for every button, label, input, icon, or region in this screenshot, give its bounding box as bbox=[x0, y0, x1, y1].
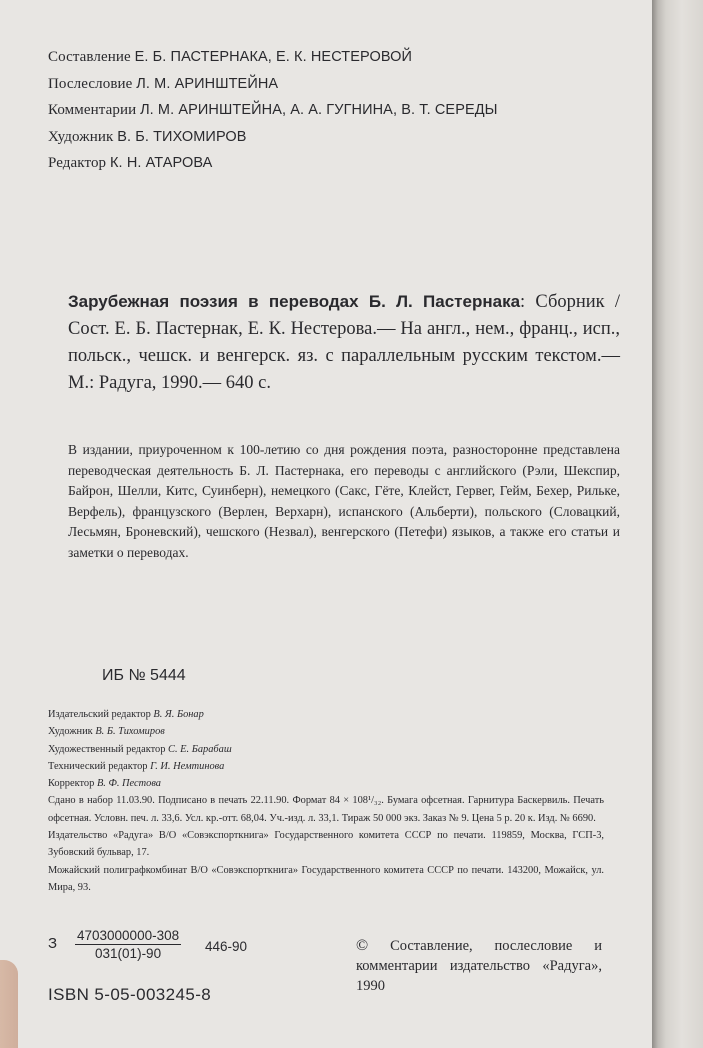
staff-name: В. Я. Бонар bbox=[153, 709, 204, 720]
credit-line bbox=[48, 71, 498, 98]
credit-name: Л. М. АРИНШТЕЙНА bbox=[136, 75, 279, 92]
publisher-address: Издательство «Радуга» В/О «Совэкспорткнига» Государственного комитета СССР по печати. 119859, Москва, ГСП-3, Зубовский бульвар, 17. bbox=[48, 830, 604, 859]
production-details: Сдано в набор 11.03.90. Подписано в печать 22.11.90. Формат 84 × 108¹/₃₂. Бумага офсетная. Гарнитура Баскервиль. Печать офсетная. Условн. печ. л. 33,6. Усл. кр.-отт. 68,04. Уч.-изд. л. 33,1. Тираж 50 000 экз. Заказ № 9. Цена 5 р. 20 к. Изд. № 6690. bbox=[48, 795, 604, 824]
imprint-staff-row bbox=[48, 723, 604, 740]
isbn: ISBN 5-05-003245-8 bbox=[48, 985, 212, 1004]
imprint-staff-row bbox=[48, 758, 604, 775]
imprint-staff-row bbox=[48, 775, 604, 792]
copyright-icon: © bbox=[356, 937, 369, 954]
printer-address: Можайский полиграфкомбинат В/О «Совэкспорткнига» Государственного комитета СССР по печати. 143200, Можайск, ул. Мира, 93. bbox=[48, 864, 604, 893]
book-title: Зарубежная поэзия в переводах Б. Л. Пастернака bbox=[68, 292, 521, 311]
credit-name: Л. М. АРИНШТЕЙНА, А. А. ГУГНИНА, В. Т. СЕРЕДЫ bbox=[140, 102, 498, 118]
staff-role: Корректор bbox=[48, 778, 95, 790]
staff-name: С. Е. Барабаш bbox=[168, 743, 232, 755]
imprint-staff-row bbox=[48, 706, 604, 723]
staff-name: В. Б. Тихомиров bbox=[95, 726, 165, 738]
staff-role: Технический редактор bbox=[48, 760, 148, 772]
next-page-edge bbox=[652, 0, 703, 1048]
credit-role: Послесловие bbox=[48, 75, 133, 92]
credit-line bbox=[48, 124, 498, 151]
bibliographic-body: : Сборник / Сост. Е. Б. Пастернак, Е. К. Нестерова.— На англ., нем., франц., исп., польск., чешск. и венгерск. яз. с параллельным русским текстом.— М.: Радуга, 1990.— 640 с. bbox=[68, 292, 620, 393]
annotation: В издании, приуроченном к 100-летию со дня рождения поэта, разносторонне представлена переводческая деятельность Б. Л. Пастернака, его переводы с английского (Рэли, Шекспир, Байрон, Шелли, Китс, Суинберн), немецкого (Сакс, Гёте, Клейст, Гервег, Гейм, Бехер, Рильке, Верфель), французского (Верлен, Верхарн), испанского (Альберти), польского (Словацкий, Лесьмян, Броневский), чешского (Незвал), венгерского (Петефи) языков, а также его статьи и заметки о переводах. bbox=[68, 442, 620, 560]
bibliographic-description bbox=[68, 288, 620, 397]
staff-role: Издательский редактор bbox=[48, 709, 151, 720]
credit-name: В. Б. ТИХОМИРОВ bbox=[117, 128, 247, 145]
staff-role: Художник bbox=[48, 726, 93, 738]
staff-name: Г. И. Немтинова bbox=[150, 760, 225, 772]
imprint-block bbox=[48, 706, 604, 896]
credits-block bbox=[48, 44, 498, 177]
credit-role: Составление bbox=[48, 49, 131, 65]
credit-line bbox=[48, 44, 498, 71]
credit-role: Художник bbox=[48, 128, 114, 145]
copyright-notice bbox=[356, 936, 602, 996]
catalog-code-prefix: З bbox=[48, 935, 58, 952]
catalog-code-denominator: 031(01)-90 bbox=[95, 946, 162, 961]
credit-line bbox=[48, 97, 498, 124]
staff-role: Художественный редактор bbox=[48, 743, 166, 755]
credit-line bbox=[48, 150, 498, 177]
ib-number: ИБ № 5444 bbox=[102, 667, 186, 684]
credit-role: Комментарии bbox=[48, 102, 137, 118]
copyright-text: Составление, послесловие и комментарии издательство «Радуга», 1990 bbox=[356, 938, 603, 994]
catalog-code-suffix: 446-90 bbox=[205, 939, 248, 954]
catalog-code-numerator: 4703000000-308 bbox=[77, 928, 180, 943]
staff-name: В. Ф. Пестова bbox=[96, 778, 161, 790]
credit-name: К. Н. АТАРОВА bbox=[110, 155, 213, 171]
thumb bbox=[0, 960, 18, 1048]
catalog-code-fraction bbox=[75, 928, 181, 961]
imprint-staff-row bbox=[48, 741, 604, 758]
credit-role: Редактор bbox=[48, 155, 107, 171]
credit-name: Е. Б. ПАСТЕРНАКА, Е. К. НЕСТЕРОВОЙ bbox=[134, 49, 413, 65]
